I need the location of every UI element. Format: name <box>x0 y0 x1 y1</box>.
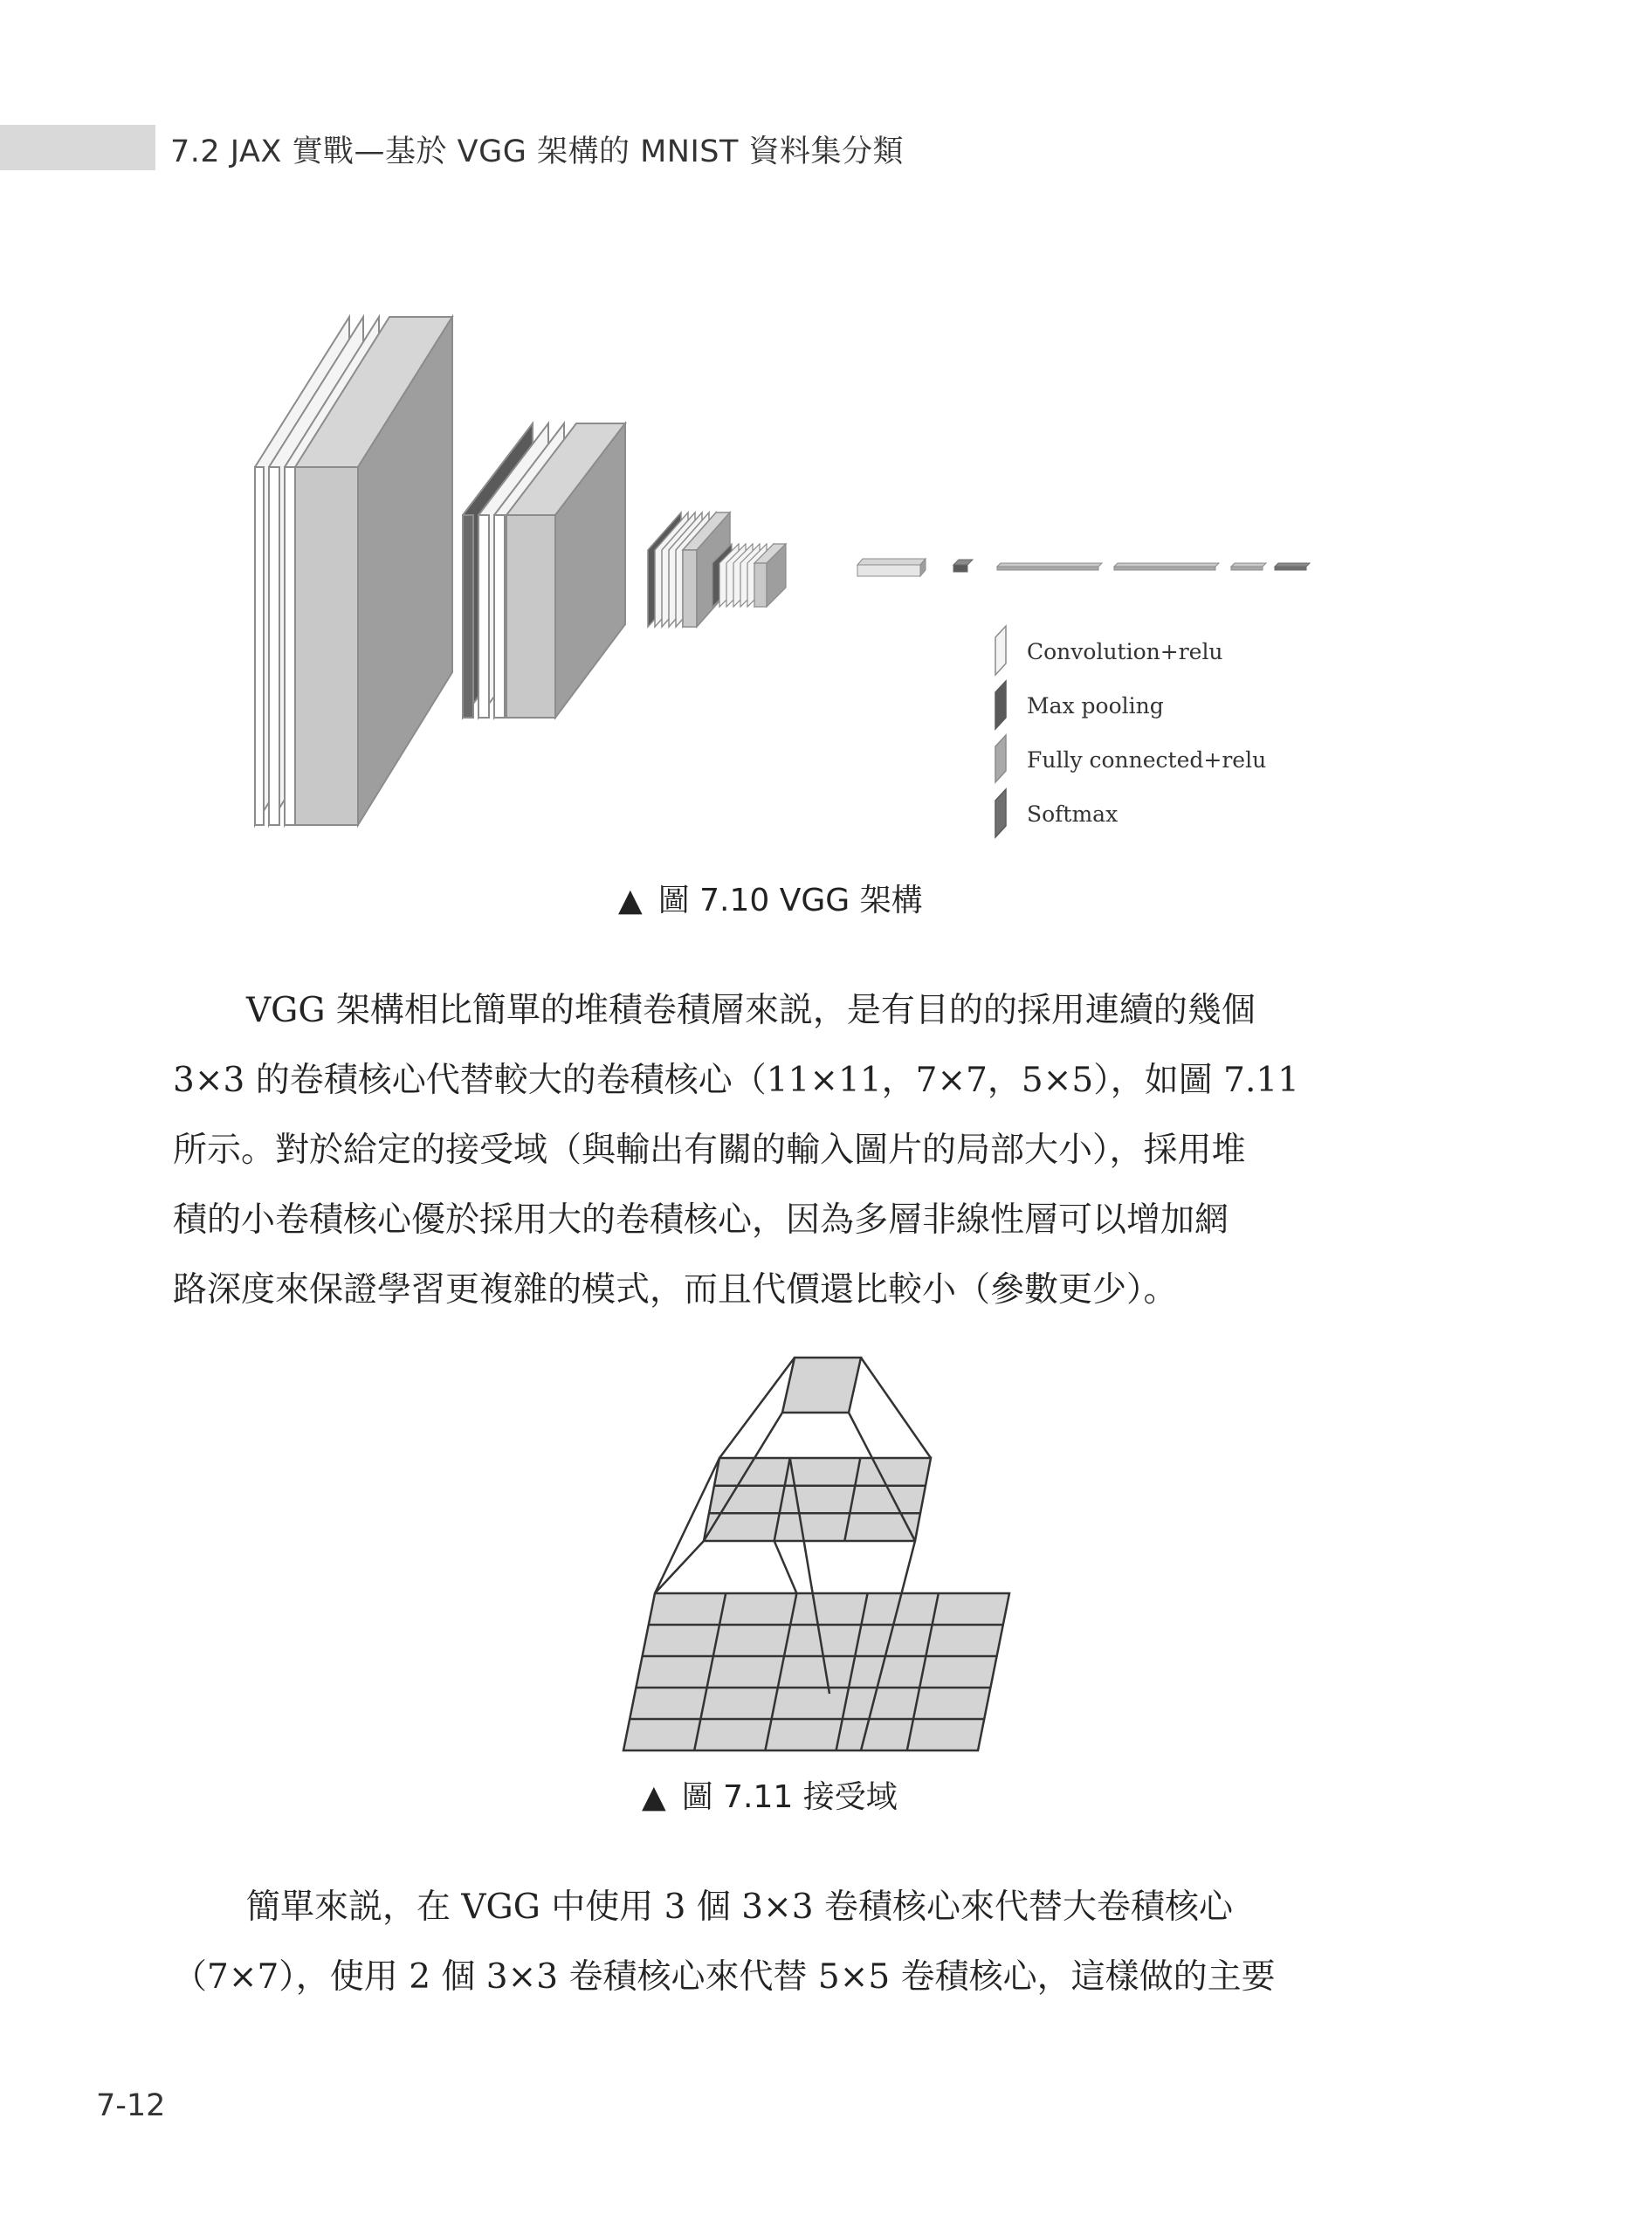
page-number: 7-12 <box>96 2088 166 2123</box>
paragraph-line: 所示。對於給定的接受域（與輸出有關的輸入圖片的局部大小），採用堆 <box>173 1131 1246 1170</box>
running-head: 7.2 JAX 實戰—基於 VGG 架構的 MNIST 資料集分類 <box>170 134 905 169</box>
caption-marker: ▲ <box>642 1779 666 1815</box>
conv-block-2 <box>463 423 625 718</box>
legend-item-softmax <box>995 789 1118 837</box>
figure-caption-7-10 <box>618 876 923 920</box>
paragraph-line: 簡單來説，在 VGG 中使用 3 個 3×3 卷積核心來代替大卷積核心 <box>246 1888 1233 1927</box>
legend-item-convolution <box>995 626 1223 675</box>
caption-text: 圖 7.11 接受域 <box>681 1779 898 1815</box>
legend-swatch-convolution <box>995 626 1006 675</box>
legend-label-fully-connected: Fully connected+relu <box>1027 747 1267 773</box>
figure-legend <box>995 626 1266 837</box>
legend-swatch-max-pooling <box>995 681 1006 729</box>
paragraph-line: VGG 架構相比簡單的堆積卷積層來説，是有目的的採用連續的幾個 <box>246 991 1256 1030</box>
conv-block-5 <box>857 559 926 576</box>
caption-marker: ▲ <box>618 883 643 918</box>
body-paragraph-2 <box>173 1873 1413 2012</box>
conv-block-4 <box>712 544 786 607</box>
paragraph-line: （7×7），使用 2 個 3×3 卷積核心來代替 5×5 卷積核心，這樣做的主要 <box>173 1957 1276 1997</box>
legend-swatch-softmax <box>995 789 1006 837</box>
legend-label-max-pooling: Max pooling <box>1027 693 1164 719</box>
fully-connected-layers <box>997 563 1266 570</box>
body-paragraph-1 <box>173 976 1413 1325</box>
figure-caption-7-11 <box>642 1772 898 1817</box>
paragraph-line: 積的小卷積核心優於採用大的卷積核心，因為多層非線性層可以增加網 <box>173 1200 1229 1240</box>
legend-swatch-fully-connected <box>995 735 1006 782</box>
legend-label-convolution: Convolution+relu <box>1027 639 1223 664</box>
intermediate-grid <box>704 1458 931 1541</box>
legend-item-max-pooling <box>995 681 1164 729</box>
conv-block-1 <box>255 317 452 825</box>
paragraph-line: 路深度來保證學習更複雜的模式，而且代價還比較小（參數更少）。 <box>173 1270 1178 1310</box>
vgg-architecture-figure <box>244 310 1345 851</box>
legend-item-fully-connected <box>995 735 1266 782</box>
legend-label-softmax: Softmax <box>1027 801 1119 827</box>
pool-final <box>953 560 973 572</box>
softmax-layer <box>1275 563 1310 570</box>
header-bar <box>0 125 155 170</box>
output-cell <box>782 1358 861 1413</box>
caption-text: 圖 7.10 VGG 架構 <box>657 883 923 918</box>
paragraph-line: 3×3 的卷積核心代替較大的卷積核心（11×11，7×7，5×5），如圖 7.11 <box>173 1061 1299 1100</box>
receptive-field-figure <box>611 1344 1030 1764</box>
